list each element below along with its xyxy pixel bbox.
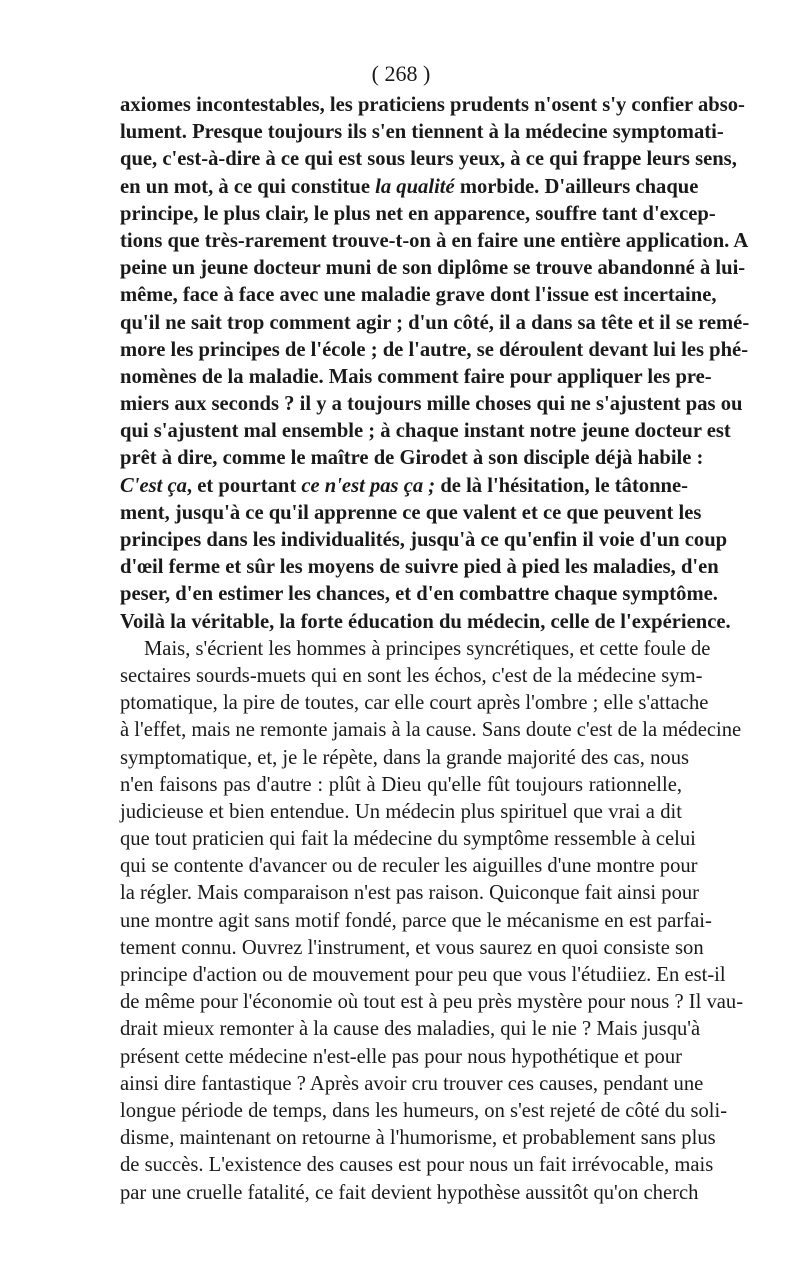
text-line: qui s'ajustent mal ensemble ; à chaque instant notre jeune docteur est: [120, 420, 731, 443]
text-line: tement connu. Ouvrez l'instrument, et vous saurez en quoi consiste son: [120, 936, 704, 959]
text-line: C'est ça, et pourtant ce n'est pas ça ; de là l'hésitation, le tâtonne-: [120, 474, 689, 497]
text-line: tions que très-rarement trouve-t-on à en faire une entière application. A: [120, 229, 749, 252]
text-line: que, c'est-à-dire à ce qui est sous leurs yeux, à ce qui frappe leurs sens,: [120, 148, 737, 171]
text-line: qu'il ne sait trop comment agir ; d'un côté, il a dans sa tête et il se remé-: [120, 311, 750, 334]
text-line: par une cruelle fatalité, ce fait devient hypothèse aussitôt qu'on cherch: [120, 1181, 699, 1204]
text-line: axiomes incontestables, les praticiens prudents n'osent s'y confier abso-: [120, 94, 745, 116]
text-line: more les principes de l'école ; de l'autre, se déroulent devant lui les phé-: [120, 338, 749, 361]
text-line: symptomatique, et, je le répète, dans la grande majorité des cas, nous: [120, 746, 690, 769]
text-line: principes dans les individualités, jusqu'à ce qu'enfin il voie d'un coup: [120, 529, 728, 551]
text-line: ment, jusqu'à ce qu'il apprenne ce que valent et ce que peuvent les: [120, 501, 702, 524]
text-line: Mais, s'écrient les hommes à principes syncrétiques, et cette foule de: [144, 637, 711, 660]
text-line: peine un jeune docteur muni de son diplôme se trouve abandonné à lui-: [120, 257, 746, 280]
body-text: [120, 92, 750, 1207]
text-line: drait mieux remonter à la cause des maladies, qui le nie ? Mais jusqu'à: [120, 1018, 701, 1041]
text-line: en un mot, à ce qui constitue la qualité morbide. D'ailleurs chaque: [120, 175, 699, 198]
text-line: qui se contente d'avancer ou de reculer les aiguilles d'une montre pour: [120, 855, 698, 878]
text-line: prêt à dire, comme le maître de Girodet à son disciple déjà habile :: [120, 447, 704, 470]
text-line: de succès. L'existence des causes est pour nous un fait irrévocable, mais: [120, 1154, 714, 1177]
text-line: lument. Presque toujours ils s'en tiennent à la médecine symptomati-: [120, 121, 724, 144]
text-line: ainsi dire fantastique ? Après avoir cru trouver ces causes, pendant une: [120, 1072, 704, 1095]
text-line: que tout praticien qui fait la médecine du symptôme ressemble à celui: [120, 828, 696, 851]
text-line: n'en faisons pas d'autre : plût à Dieu qu'elle fût toujours rationnelle,: [120, 773, 682, 796]
text-line: même, face à face avec une maladie grave dont l'issue est incertaine,: [120, 284, 717, 307]
text-line: disme, maintenant on retourne à l'humorisme, et probablement sans plus: [120, 1127, 716, 1150]
text-line: une montre agit sans motif fondé, parce que le mécanisme en est parfai-: [120, 909, 712, 932]
text-line: miers aux seconds ? il y a toujours mille choses qui ne s'ajustent pas ou: [120, 393, 743, 416]
text-line: sectaires sourds-muets qui en sont les échos, c'est de la médecine sym-: [120, 664, 703, 687]
text-line: Voilà la véritable, la forte éducation du médecin, celle de l'expérience.: [120, 610, 731, 633]
text-line: de même pour l'économie où tout est à peu près mystère pour nous ? Il vau-: [120, 991, 744, 1014]
text-line: la régler. Mais comparaison n'est pas raison. Quiconque fait ainsi pour: [120, 882, 700, 905]
book-page: [120, 60, 750, 1207]
page-number: ( 268 ): [371, 61, 431, 86]
text-line: ptomatique, la pire de toutes, car elle court après l'ombre ; elle s'attache: [120, 692, 709, 715]
text-line: longue période de temps, dans les humeurs, on s'est rejeté de côté du soli-: [120, 1099, 728, 1122]
text-line: judicieuse et bien entendue. Un médecin plus spirituel que vrai a dit: [120, 800, 682, 823]
text-line: nomènes de la maladie. Mais comment faire pour appliquer les pre-: [120, 365, 712, 388]
text-line: d'œil ferme et sûr les moyens de suivre pied à pied les maladies, d'en: [120, 556, 719, 579]
text-line: à l'effet, mais ne remonte jamais à la cause. Sans doute c'est de la médecine: [120, 719, 742, 742]
text-line: principe d'action ou de mouvement pour peu que vous l'étudiiez. En est-il: [120, 964, 726, 986]
text-line: présent cette médecine n'est-elle pas pour nous hypothétique et pour: [120, 1045, 682, 1068]
text-line: peser, d'en estimer les chances, et d'en combattre chaque symptôme.: [120, 583, 718, 606]
text-line: principe, le plus clair, le plus net en apparence, souffre tant d'excep-: [120, 202, 716, 225]
